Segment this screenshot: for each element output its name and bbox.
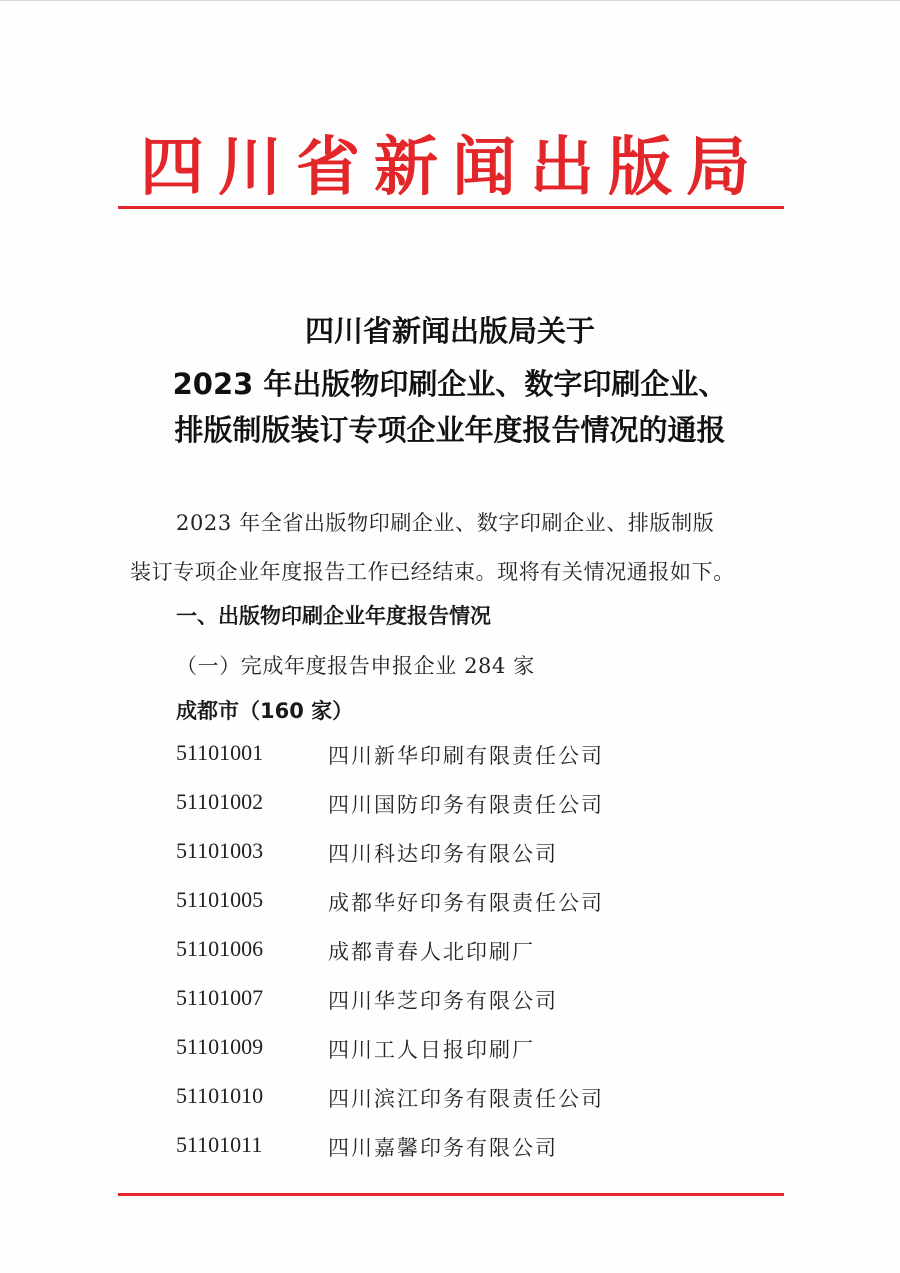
list-item xyxy=(176,1034,736,1083)
company-code: 51101006 xyxy=(176,936,264,961)
company-code: 51101007 xyxy=(176,985,264,1010)
company-code: 51101009 xyxy=(176,1034,264,1059)
list-item xyxy=(176,887,736,936)
company-name: 成都华好印务有限责任公司 xyxy=(328,891,604,915)
company-name: 四川华芝印务有限公司 xyxy=(328,989,558,1013)
company-code: 51101002 xyxy=(176,789,264,814)
company-name: 四川国防印务有限责任公司 xyxy=(328,793,604,817)
city-heading: 成都市（160 家） xyxy=(176,699,354,723)
doc-title-line-1: 四川省新闻出版局关于 xyxy=(304,314,595,348)
footer-red-rule xyxy=(118,1193,784,1196)
section-heading: 一、出版物印刷企业年度报告情况 xyxy=(176,604,491,628)
scan-edge xyxy=(0,0,900,11)
company-name: 成都青春人北印刷厂 xyxy=(328,940,535,964)
company-name: 四川嘉馨印务有限公司 xyxy=(328,1136,558,1160)
company-code: 51101001 xyxy=(176,740,264,765)
company-name: 四川新华印刷有限责任公司 xyxy=(328,744,604,768)
company-code: 51101003 xyxy=(176,838,264,863)
list-item xyxy=(176,1083,736,1132)
list-item xyxy=(176,740,736,789)
doc-title-line-2: 2023 年出版物印刷企业、数字印刷企业、 xyxy=(172,367,728,401)
company-name: 四川工人日报印刷厂 xyxy=(328,1038,535,1062)
masthead: 四川省新闻出版局 xyxy=(140,130,764,205)
company-code: 51101010 xyxy=(176,1083,264,1108)
subsection-heading: （一）完成年度报告申报企业 284 家 xyxy=(176,654,535,678)
company-name: 四川科达印务有限公司 xyxy=(328,842,558,866)
doc-title-line-3: 排版制版装订专项企业年度报告情况的通报 xyxy=(174,413,726,447)
list-item xyxy=(176,985,736,1034)
company-name: 四川滨江印务有限责任公司 xyxy=(328,1087,604,1111)
list-item xyxy=(176,936,736,985)
company-code: 51101011 xyxy=(176,1132,263,1157)
list-item xyxy=(176,789,736,838)
intro-paragraph-line-1: 2023 年全省出版物印刷企业、数字印刷企业、排版制版 xyxy=(176,511,715,535)
intro-paragraph-line-2: 装订专项企业年度报告工作已经结束。现将有关情况通报如下。 xyxy=(130,560,735,584)
company-list xyxy=(176,740,736,1181)
list-item xyxy=(176,838,736,887)
masthead-red-rule xyxy=(118,206,784,209)
company-code: 51101005 xyxy=(176,887,264,912)
list-item xyxy=(176,1132,736,1181)
